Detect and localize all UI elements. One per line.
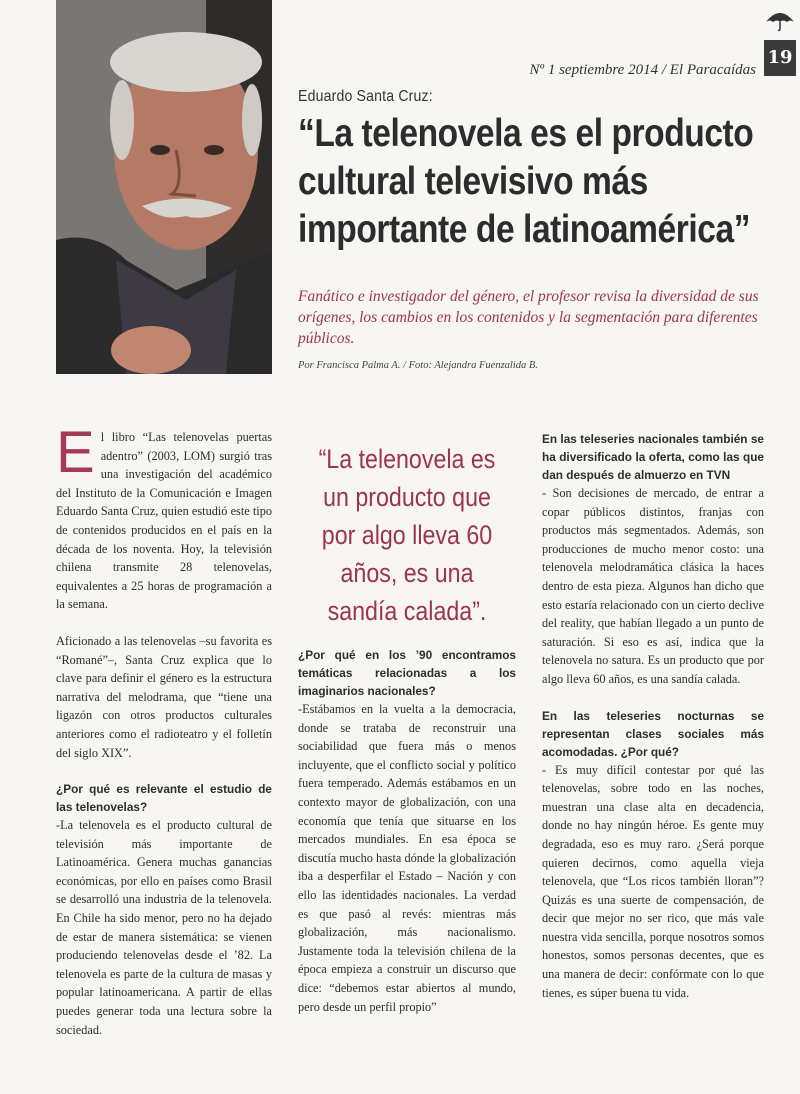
answer: - Es muy difícil contestar por qué las telenovelas, sobre todo en las noches, muestran una clase alta en decadencia, donde no hay ningún héroe. Es gente muy degradada, eso es muy raro. ¿Será porque quieren decirnos, como aquella vieja telenovela, que “Los ricos también lloran”? Quizás es una suerte de compensación, de decir que mejor no ser rico, que más vale nuestra vida sencilla, porque nosotros somos honestos, somos personas decentes, que es una manera de decir: confórmate con lo que tienes, es súper buena tu vida. — [542, 762, 764, 1000]
answer: -Estábamos en la vuelta a la democracia, donde se trataba de reconstruir una sociabilidad que fuera más o menos incluyente, que el conflicto social y político fuera temperado. Además estábamos en un contexto mayor de globalización, con una economía que tenía que situarse en los mercados mundiales. En esa época se discutía mucho hasta dónde la globalización iba a desperfilar el Estado – Nación y con ello las identidades nacionales. La verdad es que pasó al revés: mientras más globalización, más nacionalismo. Justamente toda la televisión chilena de la época empieza a construir un discurso que dice: “debemos estar abiertos al mundo, pero desde un perfil propio” — [298, 702, 516, 1014]
portrait-photo — [56, 0, 272, 374]
pull-quote: “La telenovela es un producto que por algo lleva 60 años, es una sandía calada”. — [318, 444, 496, 626]
answer: - Son decisiones de mercado, de entrar a copar públicos distintos, franjas con productos más segmentados. Además, son producciones de mucho menor costo: una telenovela melodramática clásica la haces dentro de esta pieza. Algunos han dicho que esto estaría relacionado con un cierto declive del reality, que habían llegado a un punto de saturación. Si eso es así, indica que la telenovela no satura. Es un producto que por algo lleva 60 años, es una sandía calada. — [542, 486, 764, 686]
headline-line: importante de latinoamérica” — [298, 208, 751, 251]
question: En las teleseries nocturnas se representan clases sociales más acomodadas. ¿Por qué? — [542, 708, 764, 759]
answer: -La telenovela es el producto cultural de televisión más importante de Latinoamérica. Genera muchas ganancias económicas, por ello en países como Brasil se desarrolló una industria de la telenovela. En Chile ha sido menor, pero no ha dejado de estar de manera sistemática: se vienen produciendo telenovelas desde el ’82. La telenovela es parte de la cultura de masas y popular latinoamericana. A partir de ellas puedes generar toda una lectura sobre la sociedad. — [56, 818, 272, 1037]
column-1 — [56, 420, 272, 1057]
author-label: Eduardo Santa Cruz: — [298, 88, 433, 105]
column-3 — [542, 430, 764, 1020]
portrait-illustration — [56, 0, 272, 374]
headline-line: cultural televisivo más — [298, 160, 648, 203]
drop-cap: E — [56, 420, 95, 485]
page-number: 19 — [764, 40, 796, 76]
headline-line: “La telenovela es el producto — [298, 112, 754, 155]
headline — [298, 110, 754, 254]
question: ¿Por qué es relevante el estudio de las telenovelas? — [56, 782, 272, 815]
question: En las teleseries nacionales también se ha diversificado la oferta, como las que dan después de almuerzo en TVN — [542, 432, 764, 482]
paragraph: Aficionado a las telenovelas –su favorita es “Romané”–, Santa Cruz explica que lo clave para definir el género es la estructura narrativa del melodrama, que “tiene una ligazón con otros productos culturales anteriores como el radioteatro y el folletín del siglo XIX”. — [56, 633, 272, 760]
intro-paragraph: El libro “Las telenovelas puertas adentro” (2003, LOM) surgió tras una investigación del académico del Instituto de la Comunicación e Imagen Eduardo Santa Cruz, quien estudió este tipo de contenidos producidos en el país en la década de los noventa. Hoy, la televisión chilena transmite 28 telenovelas, equivalentes a 25 horas de programación a la semana. — [56, 420, 272, 612]
question: ¿Por qué en los ’90 encontramos temáticas relacionadas a los imaginarios nacionales? — [298, 648, 516, 698]
byline: Por Francisca Palma A. / Foto: Alejandra Fuenzalida B. — [298, 360, 538, 371]
umbrella-icon — [764, 8, 796, 32]
column-2 — [298, 646, 516, 1034]
lede: Fanático e investigador del género, el profesor revisa la diversidad de sus orígenes, los cambios en los contenidos y la segmentación para diferentes públicos. — [298, 288, 759, 347]
issue-line: Nº 1 septiembre 2014 / El Paracaídas — [529, 62, 756, 78]
